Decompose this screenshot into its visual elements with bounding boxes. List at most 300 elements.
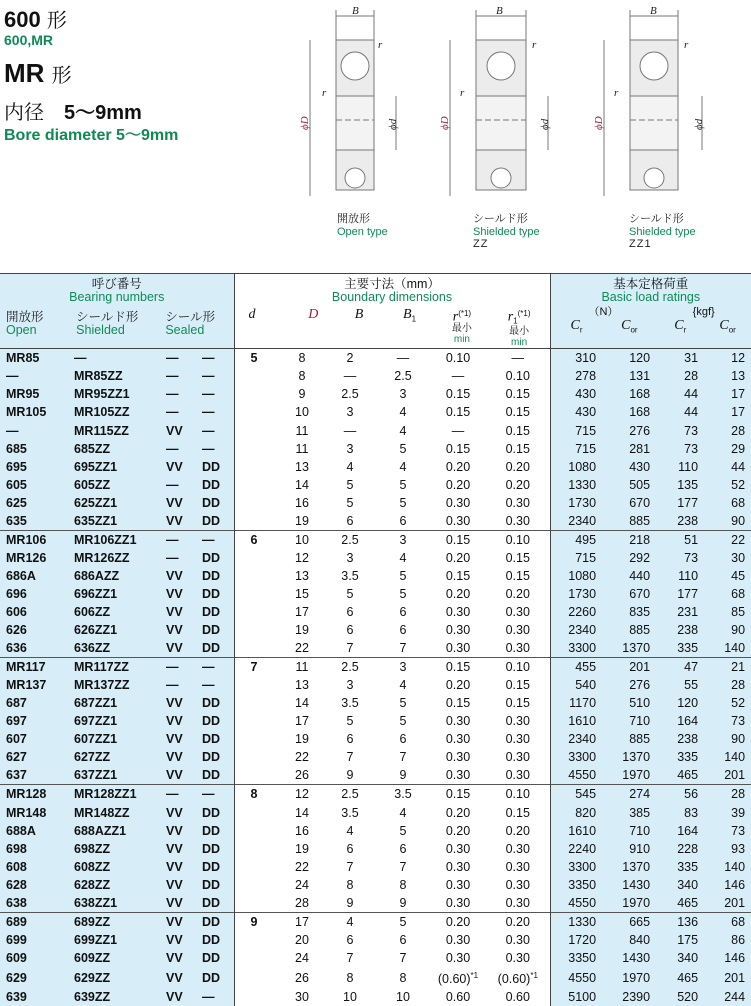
dim-D: 17 (295, 605, 309, 619)
dim-d (234, 876, 280, 894)
dim-r: 0.15 (445, 405, 471, 420)
load-cr-kgf: 335 (656, 748, 704, 766)
bearing-sealed-dd: — (198, 785, 234, 804)
load-cor-kgf: 85 (704, 603, 751, 621)
bearing-open: 605 (0, 476, 72, 494)
dim-d (234, 858, 280, 876)
dim-D: 11 (280, 658, 324, 677)
load-cr-kgf: 110 (656, 567, 704, 585)
load-cr: 715 (550, 549, 602, 567)
dim-r1: 0.20 (486, 912, 550, 931)
bearing-open: MR95 (0, 385, 72, 403)
dim-d (234, 712, 280, 730)
dim-D: 11 (295, 441, 309, 456)
dim-B: 7 (346, 859, 354, 874)
dim-B: 3 (346, 405, 354, 420)
dim-d (234, 804, 280, 822)
load-cr-kgf: 120 (656, 694, 704, 712)
bearing-sealed-vv: — (162, 403, 198, 421)
bearing-shielded: 606ZZ (72, 603, 162, 621)
bearing-shielded: 625ZZ1 (72, 494, 162, 512)
load-cr: 1330 (550, 912, 602, 931)
bearing-sealed-vv: VV (162, 603, 198, 621)
load-cr: 715 (550, 422, 602, 440)
bearing-shielded: 629ZZ (72, 967, 162, 988)
bearing-sealed-dd: DD (198, 494, 234, 512)
bearing-sealed-vv: — (162, 676, 198, 694)
bearing-sealed-dd: DD (198, 712, 234, 730)
load-cor: 670 (602, 585, 656, 603)
dim-d (234, 988, 280, 1006)
bearing-sealed-dd: DD (198, 967, 234, 988)
dim-r1: 0.15 (505, 550, 530, 565)
table-row (0, 458, 751, 476)
diagram-caption-en: Shielded type (473, 226, 540, 238)
dim-r: 0.20 (445, 586, 471, 601)
load-cr-kgf: 465 (656, 766, 704, 785)
dim-r1: 0.30 (505, 932, 530, 947)
bearing-sealed-dd: — (198, 403, 234, 421)
diagram-open (310, 10, 396, 196)
dim-r1: $(0.60)^{*1}$ (497, 970, 538, 987)
diagram-shielded-zz (450, 10, 548, 196)
dim-B1: 3.5 (376, 785, 430, 804)
load-cor: 665 (602, 912, 656, 931)
dim-D: 13 (295, 678, 309, 693)
dim-B: 3 (346, 441, 354, 456)
load-cor: 885 (602, 512, 656, 531)
dim-d (234, 822, 280, 840)
dim-D: 11 (295, 423, 309, 438)
load-cor-kgf: 68 (704, 585, 751, 603)
dim-r1: 0.10 (486, 530, 550, 549)
dim-r1: 0.15 (505, 568, 530, 583)
load-cr-kgf: 73 (656, 440, 704, 458)
load-cor: 131 (602, 367, 656, 385)
load-cr-kgf: 164 (656, 822, 704, 840)
bearing-sealed-vv: VV (162, 748, 198, 766)
dim-D: 12 (280, 785, 324, 804)
dim-D: 22 (295, 641, 309, 656)
dim-r1: 0.30 (505, 877, 530, 892)
load-cr-kgf: 28 (656, 367, 704, 385)
diagram-caption-en: Shielded type (629, 226, 696, 238)
bearing-sealed-dd: — (198, 422, 234, 440)
dim-r1: 0.30 (505, 950, 530, 965)
load-cor-kgf: 140 (704, 639, 751, 658)
dim-B1: 10 (396, 990, 410, 1005)
load-cor: 2390 (602, 988, 656, 1006)
dim-r1: 0.15 (505, 805, 530, 820)
bearing-shielded: 627ZZ (72, 748, 162, 766)
load-cor-kgf: 93 (704, 840, 751, 858)
dims-header: 主要寸法（mm） Boundary dimensions d D B $B_1$ $r^{(*1)}$ 最小 min $r_1^{(*1)}$ 最小 min (234, 274, 550, 349)
bearing-sealed-vv: VV (162, 804, 198, 822)
diagram-caption-ja: シールド形 (473, 213, 528, 225)
table-row (0, 822, 751, 840)
load-cor: 218 (602, 530, 656, 549)
diag-label-phid-a: ϕd (387, 118, 399, 130)
dim-B: 3.5 (341, 805, 359, 820)
table-row (0, 894, 751, 913)
dim-d (234, 494, 280, 512)
seal-en: Sealed (165, 323, 205, 337)
load-cor: 276 (602, 676, 656, 694)
load-cr-kgf: 335 (656, 639, 704, 658)
dim-D: 22 (295, 750, 309, 765)
footnote-marker: *1 (470, 970, 479, 980)
dim-d (234, 403, 280, 421)
dim-r: 0.30 (445, 641, 471, 656)
dim-B: 5 (346, 477, 354, 492)
table-row (0, 639, 751, 658)
dim-r1: 0.20 (505, 586, 530, 601)
dim-d (234, 639, 280, 658)
load-cr-kgf: 340 (656, 876, 704, 894)
load-cr-kgf: 465 (656, 967, 704, 988)
diagram-caption-code: ZZ1 (629, 238, 652, 250)
load-cr: 3350 (550, 876, 602, 894)
bearing-shielded: 605ZZ (72, 476, 162, 494)
dim-r: 0.15 (445, 387, 471, 402)
dim-r: 0.30 (445, 768, 471, 783)
dim-r1: 0.10 (505, 369, 530, 384)
dim-D: 19 (295, 732, 309, 747)
bearing-sealed-vv: — (162, 349, 198, 368)
bearing-open: 688A (0, 822, 72, 840)
col-Cr: C (570, 318, 580, 333)
bearing-sealed-vv: VV (162, 894, 198, 913)
dim-r: — (451, 369, 465, 384)
load-cr: 540 (550, 676, 602, 694)
load-cr: 4550 (550, 766, 602, 785)
dim-d (234, 694, 280, 712)
diagram-caption-code: ZZ (473, 238, 489, 250)
load-cr: 1080 (550, 567, 602, 585)
dim-r1: 0.30 (505, 513, 530, 528)
bearing-open: MR117 (0, 658, 72, 677)
bearing-sealed-vv: VV (162, 858, 198, 876)
load-cr-kgf: 56 (656, 785, 704, 804)
table-row (0, 858, 751, 876)
bearing-shielded: 698ZZ (72, 840, 162, 858)
load-cr: 2260 (550, 603, 602, 621)
col-r1-min-en: min (511, 337, 528, 349)
load-cr: 3300 (550, 748, 602, 766)
load-header: 基本定格荷重 Basic load ratings （N） {kgf} $C_r$ $C_{or}$ $C_r$ $C_{or}$ (550, 274, 751, 349)
load-cor-kgf: 68 (704, 912, 751, 931)
dim-B: 6 (346, 841, 354, 856)
dim-r1: — (511, 351, 525, 366)
table-row (0, 349, 751, 368)
bearing-open: 699 (0, 931, 72, 949)
col-r1: r (507, 309, 514, 325)
bearing-sealed-vv: VV (162, 422, 198, 440)
dim-B: 2.5 (324, 658, 376, 677)
load-cor: 430 (602, 458, 656, 476)
dim-r: 0.15 (430, 530, 486, 549)
diag-label-phid-b: ϕd (539, 118, 551, 130)
dim-B1: 5 (399, 586, 407, 601)
table-row (0, 658, 751, 677)
bearing-shielded: 636ZZ (72, 639, 162, 658)
bore-ja (4, 96, 142, 125)
table-row (0, 785, 751, 804)
dim-r1: 0.30 (505, 895, 530, 910)
dim-r: 0.15 (445, 568, 471, 583)
dim-r: 0.30 (445, 877, 471, 892)
load-cor: 710 (602, 822, 656, 840)
load-cr-kgf: 238 (656, 621, 704, 639)
dim-B1: — (396, 351, 410, 366)
load-cor-kgf: 201 (704, 967, 751, 988)
bearing-shielded: 689ZZ (72, 912, 162, 931)
dim-r1: 0.30 (505, 641, 530, 656)
dim-r1: 0.30 (505, 768, 530, 783)
table-row (0, 385, 751, 403)
load-cor: 510 (602, 694, 656, 712)
dim-d (234, 367, 280, 385)
load-cor: 276 (602, 422, 656, 440)
dim-r1: 0.15 (505, 387, 530, 402)
col-r: r (452, 309, 459, 325)
diag-label-r1-b: r (460, 87, 465, 99)
bearing-sealed-vv: VV (162, 988, 198, 1006)
load-cor: 1370 (602, 748, 656, 766)
dim-d (234, 567, 280, 585)
dim-r: 0.30 (445, 859, 471, 874)
dim-r1: 0.20 (505, 459, 530, 474)
load-cor-kgf: 140 (704, 858, 751, 876)
dim-B1: 5 (399, 441, 407, 456)
bearing-sealed-vv: — (162, 440, 198, 458)
dim-D: 8 (298, 351, 306, 366)
dim-r: 0.20 (445, 805, 471, 820)
diag-label-phiD-a: ϕD (299, 116, 311, 130)
load-cor: 201 (602, 658, 656, 677)
bearing-shielded: 635ZZ1 (72, 512, 162, 531)
bearing-sealed-vv: VV (162, 567, 198, 585)
bearing-shielded: — (72, 349, 162, 368)
dim-d (234, 603, 280, 621)
dim-d (234, 840, 280, 858)
load-cr: 455 (550, 658, 602, 677)
bearing-open: MR106 (0, 530, 72, 549)
dim-B: — (343, 423, 357, 438)
load-cor-kgf: 17 (704, 385, 751, 403)
load-cor: 1430 (602, 949, 656, 967)
dim-r: 0.30 (445, 605, 471, 619)
diag-label-phiD-c: ϕD (593, 116, 605, 130)
dim-B: 3 (346, 678, 354, 693)
bearing-sealed-dd: DD (198, 876, 234, 894)
load-cr: 495 (550, 530, 602, 549)
dim-d (234, 676, 280, 694)
dim-d (234, 894, 280, 913)
load-cor: 292 (602, 549, 656, 567)
dim-B1: 3 (399, 387, 407, 402)
load-cor-kgf: 28 (704, 676, 751, 694)
dim-D: 30 (295, 990, 309, 1005)
load-cor-kgf: 73 (704, 822, 751, 840)
dim-B1: 6 (399, 732, 407, 747)
load-cr: 1610 (550, 712, 602, 730)
bearing-en: Bearing numbers (69, 290, 165, 304)
load-cr: 4550 (550, 967, 602, 988)
series-mr: MR (4, 58, 45, 88)
col-r-min-ja: 最小 (451, 323, 472, 335)
dim-r: 0.10 (445, 351, 471, 366)
dim-D: 24 (295, 950, 309, 965)
dim-B: 7 (346, 641, 354, 656)
bearing-sealed-dd: — (198, 658, 234, 677)
load-cr-kgf: 47 (656, 658, 704, 677)
dim-B: 7 (346, 950, 354, 965)
load-cr-kgf: 164 (656, 712, 704, 730)
load-cr-kgf: 231 (656, 603, 704, 621)
dim-r1: 0.30 (505, 841, 530, 856)
dim-B: 2 (346, 351, 354, 366)
bearing-open: 685 (0, 440, 72, 458)
bearing-shielded: 638ZZ1 (72, 894, 162, 913)
bearing-sealed-dd: — (198, 988, 234, 1006)
load-cor-kgf: 28 (704, 422, 751, 440)
load-cor: 168 (602, 385, 656, 403)
dim-r: 0.30 (445, 732, 471, 747)
dim-d (234, 422, 280, 440)
bearing-open: — (0, 367, 72, 385)
load-cr: 545 (550, 785, 602, 804)
bearing-open: — (0, 422, 72, 440)
diagram-caption-ja: シールド形 (629, 213, 684, 225)
dim-B1: 5 (376, 912, 430, 931)
bearing-shielded: MR137ZZ (72, 676, 162, 694)
bore-ja-label: 内径 (4, 102, 44, 124)
table-row (0, 967, 751, 988)
load-cor-kgf: 29 (704, 440, 751, 458)
bearing-sealed-vv: VV (162, 766, 198, 785)
dim-B: 2.5 (324, 785, 376, 804)
dim-B1: 5 (399, 714, 407, 729)
bearing-sealed-dd: DD (198, 458, 234, 476)
bearing-diagrams (290, 0, 751, 265)
load-cor-kgf: 52 (704, 694, 751, 712)
bearing-open: 635 (0, 512, 72, 531)
bearing-open: 629 (0, 967, 72, 988)
load-cor: 1970 (602, 894, 656, 913)
bearing-sealed-dd: DD (198, 694, 234, 712)
bearing-open: 697 (0, 712, 72, 730)
load-cor: 274 (602, 785, 656, 804)
dim-B1: 4 (399, 550, 407, 565)
load-cr-kgf: 520 (656, 988, 704, 1006)
bearing-open: 686A (0, 567, 72, 585)
dim-D: 15 (295, 586, 309, 601)
dim-d (234, 730, 280, 748)
dim-D: 22 (295, 859, 309, 874)
dim-D: 19 (295, 513, 309, 528)
load-cor-kgf: 52 (704, 476, 751, 494)
load-cr: 2240 (550, 840, 602, 858)
load-ja: 基本定格荷重 (613, 277, 689, 291)
unit-kgf: {kgf} (692, 306, 715, 318)
dim-D: 14 (295, 805, 309, 820)
bearing-open: 609 (0, 949, 72, 967)
dim-d: 7 (234, 658, 280, 677)
load-cor: 1970 (602, 766, 656, 785)
bearing-sealed-dd: DD (198, 840, 234, 858)
bearing-sealed-dd: DD (198, 476, 234, 494)
dim-d (234, 931, 280, 949)
diag-label-phid-c: ϕd (693, 118, 705, 130)
dim-B: 2.5 (341, 387, 359, 402)
load-cr-kgf: 335 (656, 858, 704, 876)
dim-d (234, 967, 280, 988)
dim-d (234, 476, 280, 494)
load-cor: 120 (602, 349, 656, 368)
dim-d (234, 621, 280, 639)
load-cr: 3300 (550, 858, 602, 876)
bearing-open: 607 (0, 730, 72, 748)
table-header-row (0, 274, 751, 349)
dim-r: 0.20 (430, 912, 486, 931)
diagram-caption-zz1 (629, 210, 696, 250)
diagram-caption-ja: 開放形 (337, 213, 370, 225)
diag-label-B: B (352, 5, 359, 17)
dim-d: 9 (234, 912, 280, 931)
load-cor: 885 (602, 730, 656, 748)
bearing-shielded: 696ZZ1 (72, 585, 162, 603)
dim-d (234, 458, 280, 476)
dim-r1: 0.30 (505, 750, 530, 765)
bearing-shielded: 639ZZ (72, 988, 162, 1006)
bearing-shielded: 686AZZ (72, 567, 162, 585)
dim-B1: 5 (399, 568, 407, 583)
diag-label-r1-a: r (532, 39, 537, 51)
dim-D: 14 (295, 477, 309, 492)
dim-D: 8 (298, 369, 306, 384)
dim-B1: 4 (399, 405, 407, 420)
series-600-suffix: 形 (46, 10, 67, 32)
dim-B1: 3 (376, 658, 430, 677)
load-cr: 4550 (550, 894, 602, 913)
bearing-sealed-dd: — (198, 349, 234, 368)
dim-r: 0.30 (445, 714, 471, 729)
load-cr: 820 (550, 804, 602, 822)
dim-r1: 0.10 (486, 658, 550, 677)
table-row (0, 931, 751, 949)
bearing-open: 625 (0, 494, 72, 512)
series-600: 600 (4, 7, 41, 32)
load-cr: 1330 (550, 476, 602, 494)
table-row (0, 422, 751, 440)
bearing-shielded: MR106ZZ1 (72, 530, 162, 549)
bearing-shielded: 608ZZ (72, 858, 162, 876)
dims-en: Boundary dimensions (331, 290, 453, 304)
bearing-sealed-dd: DD (198, 567, 234, 585)
bearing-sealed-vv: — (162, 658, 198, 677)
dim-B: 3 (346, 550, 354, 565)
dim-B: 8 (346, 877, 354, 892)
dim-r: 0.15 (430, 658, 486, 677)
load-cor-kgf: 45 (704, 567, 751, 585)
col-Cr-kgf: C (674, 318, 684, 333)
dim-d (234, 585, 280, 603)
bearing-open: MR137 (0, 676, 72, 694)
dim-B1: 5 (399, 495, 407, 510)
table-row (0, 494, 751, 512)
dim-B1: 3 (376, 530, 430, 549)
